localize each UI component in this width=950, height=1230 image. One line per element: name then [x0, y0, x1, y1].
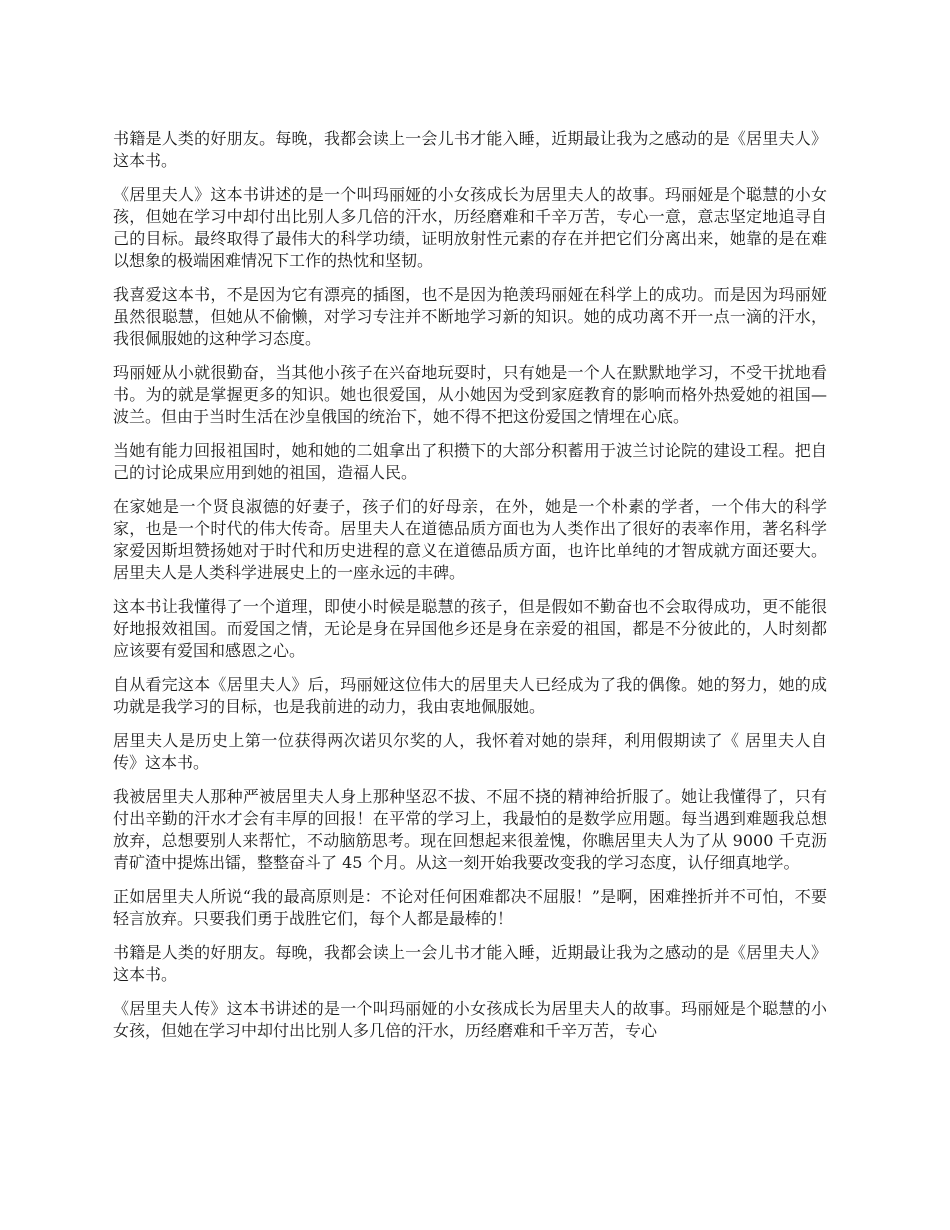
paragraph-13: 《居里夫人传》这本书讲述的是一个叫玛丽娅的小女孩成长为居里夫人的故事。玛丽娅是个聪慧的小女孩，但她在学习中却付出比别人多几倍的汗水，历经磨难和千辛万苦，专心: [113, 999, 827, 1040]
paragraph-2: 《居里夫人》这本书讲述的是一个叫玛丽娅的小女孩成长为居里夫人的故事。玛丽娅是个聪慧的小女孩，但她在学习中却付出比别人多几倍的汗水，历经磨难和千辛万苦，专心一意，意志坚定地追寻自己的目标。最终取得了最伟大的科学功绩，证明放射性元素的存在并把它们分离出来，她靠的是在难以想象的极端困难情况下工作的热忱和坚韧。: [113, 185, 827, 270]
document-page: [113, 128, 827, 1054]
paragraph-12: 书籍是人类的好朋友。每晚，我都会读上一会儿书才能入睡，近期最让我为之感动的是《居里夫人》这本书。: [113, 943, 827, 984]
paragraph-5: 当她有能力回报祖国时，她和她的二姐拿出了积攒下的大部分积蓄用于波兰讨论院的建设工程。把自己的讨论成果应用到她的祖国，造福人民。: [113, 441, 827, 482]
paragraph-6: 在家她是一个贤良淑德的好妻子，孩子们的好母亲，在外，她是一个朴素的学者，一个伟大的科学家，也是一个时代的伟大传奇。居里夫人在道德品质方面也为人类作出了很好的表率作用，著名科学家爱因斯坦赞扬她对于时代和历史进程的意义在道德品质方面，也许比单纯的才智成就方面还要大。居里夫人是人类科学进展史上的一座永远的丰碑。: [113, 497, 827, 582]
paragraph-1: 书籍是人类的好朋友。每晚，我都会读上一会儿书才能入睡，近期最让我为之感动的是《居里夫人》这本书。: [113, 129, 827, 170]
paragraph-9: 居里夫人是历史上第一位获得两次诺贝尔奖的人，我怀着对她的崇拜，利用假期读了《 居里夫人自传》这本书。: [113, 731, 827, 772]
paragraph-11: 正如居里夫人所说“我的最高原则是：不论对任何困难都决不屈服！”是啊，困难挫折并不可怕，不要轻言放弃。只要我们勇于战胜它们，每个人都是最棒的！: [113, 887, 827, 928]
paragraph-7: 这本书让我懂得了一个道理，即使小时候是聪慧的孩子，但是假如不勤奋也不会取得成功，更不能很好地报效祖国。而爱国之情，无论是身在异国他乡还是身在亲爱的祖国，都是不分彼此的，人时刻都应该要有爱国和感恩之心。: [113, 597, 827, 660]
paragraph-10: 我被居里夫人那种严被居里夫人身上那种坚忍不拔、不屈不挠的精神给折服了。她让我懂得了，只有付出辛勤的汗水才会有丰厚的回报！在平常的学习上，我最怕的是数学应用题。每当遇到难题我总想放弃，总想要别人来帮忙，不动脑筋思考。现在回想起来很羞愧，你瞧居里夫人为了从 9000 千克沥青矿渣中提炼出镭，整整奋斗了 45 个月。从这一刻开始我要改变我的学习态度，认仔细真地学。: [113, 787, 827, 872]
paragraph-3: 我喜爱这本书，不是因为它有漂亮的插图，也不是因为艳羡玛丽娅在科学上的成功。而是因为玛丽娅虽然很聪慧，但她从不偷懒，对学习专注并不断地学习新的知识。她的成功离不开一点一滴的汗水，我很佩服她的这种学习态度。: [113, 285, 827, 348]
paragraph-8: 自从看完这本《居里夫人》后，玛丽娅这位伟大的居里夫人已经成为了我的偶像。她的努力，她的成功就是我学习的目标，也是我前进的动力，我由衷地佩服她。: [113, 675, 827, 716]
paragraph-4: 玛丽娅从小就很勤奋，当其他小孩子在兴奋地玩耍时，只有她是一个人在默默地学习，不受干扰地看书。为的就是掌握更多的知识。她也很爱国，从小她因为受到家庭教育的影响而格外热爱她的祖国—波兰。但由于当时生活在沙皇俄国的统治下，她不得不把这份爱国之情埋在心底。: [113, 363, 827, 426]
